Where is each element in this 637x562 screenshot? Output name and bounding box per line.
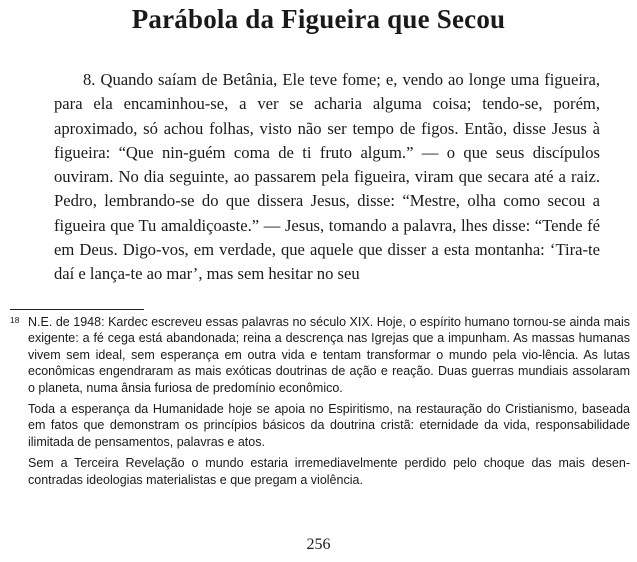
footnote-marker: 18 xyxy=(10,315,20,325)
footnote-block xyxy=(10,314,630,493)
footnote-text: Toda a esperança da Humanidade hoje se apoia no Espiritismo, na restauração do Cristianismo, baseada em fatos que demonstram os princípios básicos da doutrina cristã: eternidade da vida, responsabilidade ilimitada de pensamentos, palavras e atos. xyxy=(28,402,630,449)
footnote-paragraph xyxy=(10,314,630,396)
body-paragraph xyxy=(54,68,600,287)
footnote-paragraph xyxy=(28,455,630,488)
footnote-paragraph xyxy=(28,401,630,450)
page-title: Parábola da Figueira que Secou xyxy=(131,4,506,34)
footnote-text: Sem a Terceira Revelação o mundo estaria irremediavelmente perdido pelo choque das mais desen-contradas ideologias materialistas e que pregam a violência. xyxy=(28,456,630,487)
footnote-separator xyxy=(10,309,144,310)
footnote-text: N.E. de 1948: Kardec escreveu essas palavras no século XIX. Hoje, o espírito humano tornou-se ainda mais exigente: a fé cega está abandonada; reina a descrença nas Igrejas que a impunham. As massas humanas vivem sem ideal, sem esperança em outra vida e tentam transformar o mundo pela vio-lência. As lutas econômicas engendraram as mais exóticas doutrinas de ação e reação. Duas guerras mundiais assolaram o planeta, numa ânsia furiosa de predomínio econômico. xyxy=(28,315,630,395)
page-number: 256 xyxy=(306,536,331,553)
body-text: 8. Quando saíam de Betânia, Ele teve fome; e, vendo ao longe uma figueira, para ela encaminhou-se, a ver se acharia alguma coisa; tendo-se, porém, aproximado, só achou folhas, visto não ser tempo de figos. Então, disse Jesus à figueira: “Que nin-guém coma de ti fruto algum.” — o que seus discípulos ouviram. No dia seguinte, ao passarem pela figueira, viram que secara até a raiz. Pedro, lembrando-se do que dissera Jesus, disse: “Mestre, olha como secou a figueira que Tu amaldiçoaste.” — Jesus, tomando a palavra, lhes disse: “Tende fé em Deus. Digo-vos, em verdade, que aquele que disser a esta montanha: ‘Tira-te daí e lança-te ao mar’, mas sem hesitar no seu xyxy=(54,70,600,284)
